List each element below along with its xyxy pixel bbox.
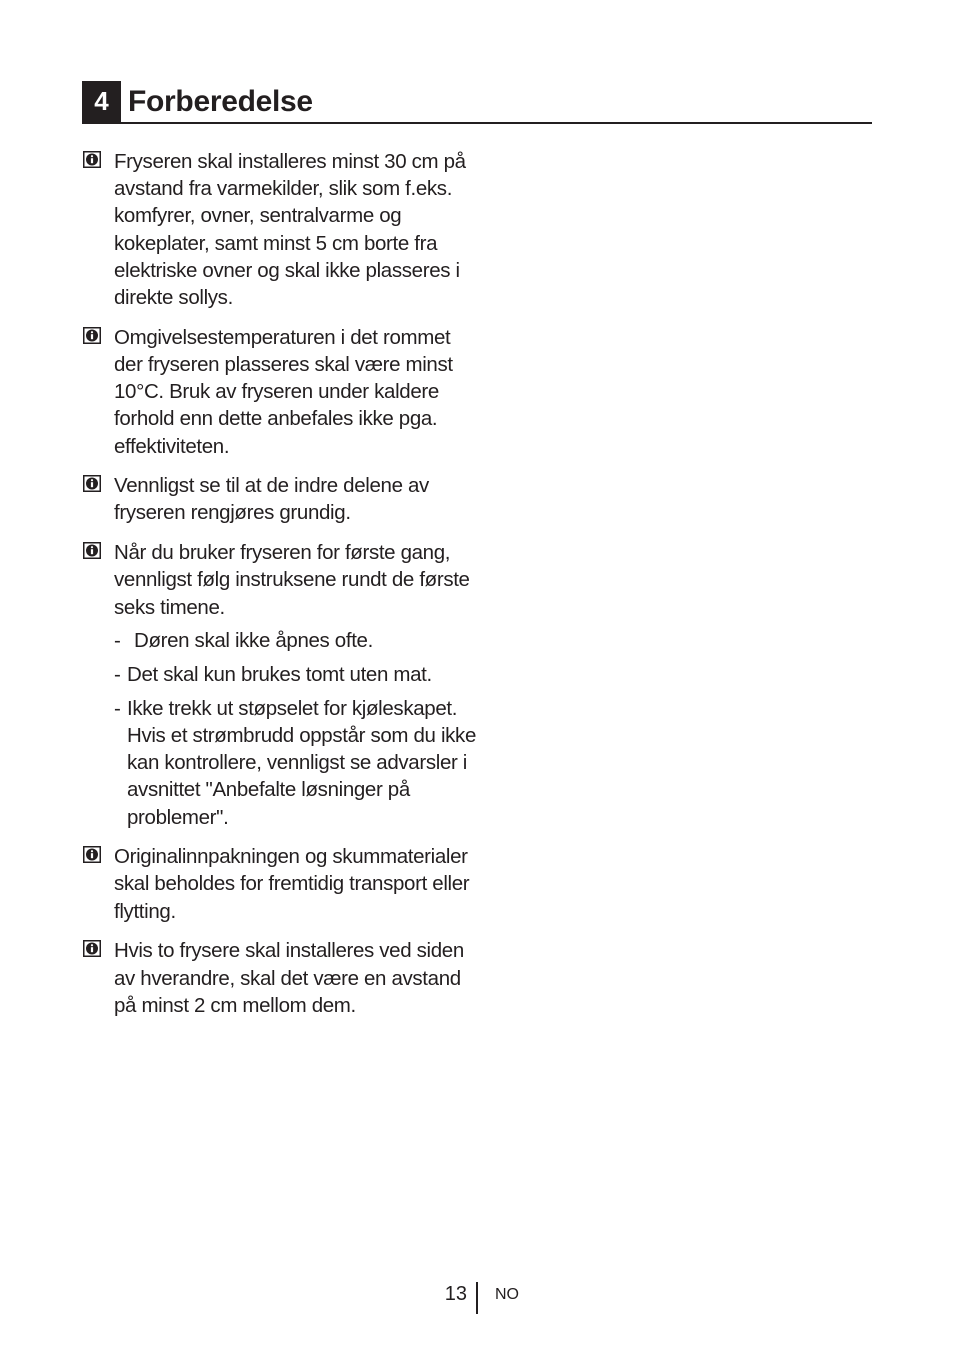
- note-text: Hvis to frysere skal installeres ved siden av hverandre, skal det være en avstand på minst 2 cm mellom dem.: [114, 939, 464, 1017]
- note-item: [82, 472, 482, 526]
- sub-list-item-text: Døren skal ikke åpnes ofte.: [134, 628, 373, 652]
- list-dash: -: [114, 628, 121, 652]
- info-icon: [83, 475, 101, 492]
- note-item: [82, 148, 482, 311]
- sub-list-item: [114, 661, 482, 688]
- note-item: [82, 843, 482, 925]
- section-title: Forberedelse: [128, 85, 313, 118]
- info-icon: [83, 940, 101, 957]
- note-item: [82, 539, 482, 831]
- list-dash: -: [114, 662, 121, 686]
- info-icon: [83, 327, 101, 344]
- note-text: Originalinnpakningen og skummaterialer skal beholdes for fremtidig transport eller flytting.: [114, 845, 470, 923]
- note-item: [82, 937, 482, 1019]
- note-text: Når du bruker fryseren for første gang, vennligst følg instruksene rundt de første seks timene.: [114, 541, 470, 619]
- info-icon: [83, 542, 101, 559]
- sub-list: [114, 627, 482, 831]
- note-item: [82, 324, 482, 460]
- note-text: Fryseren skal installeres minst 30 cm på avstand fra varmekilder, slik som f.eks. komfyrer, ovner, sentralvarme og kokeplater, samt minst 5 cm borte fra elektriske ovner og skal ikke plasseres i direkte sollys.: [114, 150, 466, 310]
- note-text: Vennligst se til at de indre delene av fryseren rengjøres grundig.: [114, 474, 429, 525]
- sub-list-item-text: Det skal kun brukes tomt uten mat.: [127, 662, 432, 686]
- sub-list-item: [114, 627, 482, 654]
- info-icon: [83, 151, 101, 168]
- sub-list-item-text: Ikke trekk ut støpselet for kjøleskapet. Hvis et strømbrudd oppstår som du ikke kan kontrollere, vennligst se advarsler i avsnittet "Anbefalte løsninger på problemer".: [127, 696, 476, 829]
- sub-list-item: [114, 695, 482, 831]
- list-dash: -: [114, 696, 121, 720]
- info-icon: [83, 846, 101, 863]
- page-footer: [0, 1280, 954, 1314]
- section-header: [82, 81, 872, 124]
- language-code: NO: [495, 1286, 519, 1303]
- note-text: Omgivelsestemperaturen i det rommet der fryseren plasseres skal være minst 10°C. Bruk av fryseren under kaldere forhold enn dette anbefales ikke pga. effektiviteten.: [114, 325, 453, 458]
- section-number-badge: 4: [82, 81, 121, 122]
- page-number: 13: [444, 1283, 467, 1305]
- footer-divider: [476, 1282, 478, 1314]
- notes-list: [82, 148, 482, 1031]
